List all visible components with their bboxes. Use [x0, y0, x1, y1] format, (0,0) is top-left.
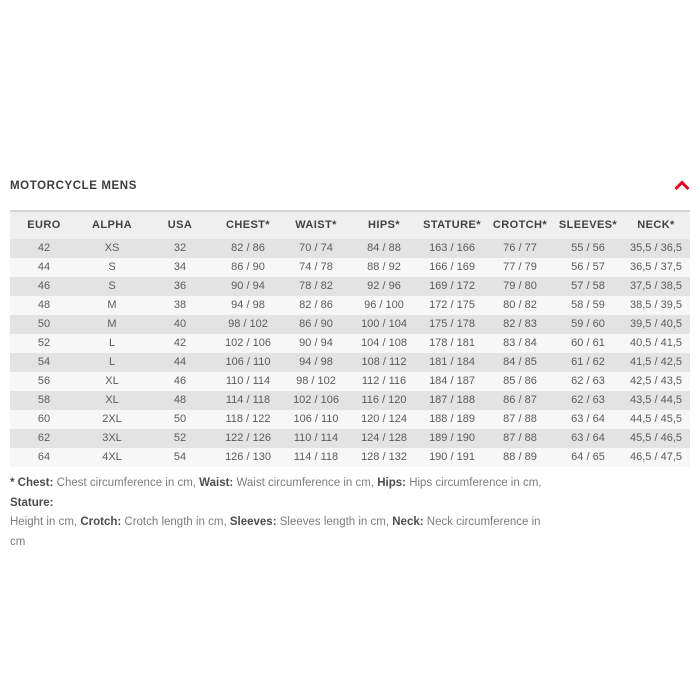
table-cell: 79 / 80	[503, 280, 537, 292]
table-cell: 110 / 114	[225, 375, 271, 387]
table-cell: XL	[105, 375, 119, 387]
table-cell: 58 / 59	[571, 299, 605, 311]
measurement-footnote	[10, 474, 550, 552]
table-cell: 55 / 56	[571, 242, 605, 254]
column-header: WAIST*	[295, 219, 337, 231]
table-cell: 98 / 102	[296, 375, 336, 387]
table-cell: 46,5 / 47,5	[630, 451, 682, 463]
table-cell: 56 / 57	[571, 261, 605, 273]
table-cell: 82 / 86	[299, 299, 333, 311]
chevron-up-icon	[674, 179, 690, 194]
table-row	[10, 296, 690, 315]
table-cell: 110 / 114	[293, 432, 339, 444]
table-cell: 116 / 120	[361, 394, 407, 406]
table-row	[10, 277, 690, 296]
table-cell: 94 / 98	[231, 299, 265, 311]
table-cell: 2XL	[102, 413, 122, 425]
table-cell: 35,5 / 36,5	[630, 242, 682, 254]
column-header: NECK*	[637, 219, 675, 231]
table-cell: XL	[105, 394, 119, 406]
table-cell: 4XL	[102, 451, 122, 463]
footnote-line: Height in cm, Crotch: Crotch length in cm, Sleeves: Sleeves length in cm, Neck: Neck circumference in cm	[10, 516, 541, 548]
table-cell: 122 / 126	[225, 432, 271, 444]
table-cell: 54	[37, 356, 51, 368]
table-cell: 114 / 118	[225, 394, 271, 406]
table-cell: M	[107, 299, 117, 311]
table-cell: 87 / 88	[503, 413, 537, 425]
table-row	[10, 372, 690, 391]
table-cell: 118 / 122	[225, 413, 271, 425]
table-cell: 189 / 190	[429, 432, 475, 444]
table-cell: 48	[37, 299, 51, 311]
table-cell: S	[108, 280, 116, 292]
table-row	[10, 334, 690, 353]
table-cell: 85 / 86	[503, 375, 537, 387]
table-cell: 166 / 169	[429, 261, 475, 273]
column-header: ALPHA	[92, 219, 132, 231]
table-cell: 36,5 / 37,5	[630, 261, 682, 273]
table-cell: 82 / 86	[231, 242, 265, 254]
table-cell: 82 / 83	[503, 318, 537, 330]
table-cell: 42,5 / 43,5	[630, 375, 682, 387]
table-cell: 98 / 102	[228, 318, 268, 330]
table-cell: 42	[173, 337, 187, 349]
table-cell: 32	[173, 242, 187, 254]
table-cell: 46	[173, 375, 187, 387]
column-header: EURO	[27, 219, 61, 231]
table-cell: 120 / 124	[361, 413, 407, 425]
table-cell: 178 / 181	[429, 337, 475, 349]
table-cell: 64	[37, 451, 51, 463]
table-row	[10, 258, 690, 277]
table-cell: M	[107, 318, 117, 330]
table-cell: 86 / 90	[231, 261, 265, 273]
table-cell: 126 / 130	[225, 451, 271, 463]
accordion-header-motorcycle-mens	[10, 177, 690, 195]
table-cell: 90 / 94	[231, 280, 265, 292]
table-cell: 106 / 110	[225, 356, 271, 368]
table-header-row	[10, 212, 690, 239]
column-header: CHEST*	[226, 219, 270, 231]
table-cell: 63 / 64	[571, 413, 605, 425]
table-cell: 169 / 172	[429, 280, 475, 292]
table-cell: 128 / 132	[361, 451, 407, 463]
table-cell: L	[108, 356, 116, 368]
table-cell: 77 / 79	[503, 261, 537, 273]
table-cell: 38	[173, 299, 187, 311]
table-cell: 63 / 64	[571, 432, 605, 444]
table-cell: 46	[37, 280, 51, 292]
table-cell: 100 / 104	[361, 318, 407, 330]
table-cell: 36	[173, 280, 187, 292]
table-cell: 86 / 87	[503, 394, 537, 406]
table-cell: 163 / 166	[429, 242, 475, 254]
table-cell: 3XL	[102, 432, 122, 444]
table-cell: 59 / 60	[571, 318, 605, 330]
table-row	[10, 315, 690, 334]
column-header: HIPS*	[368, 219, 400, 231]
table-body	[10, 239, 690, 467]
table-cell: 60 / 61	[571, 337, 605, 349]
column-header: CROTCH*	[492, 219, 548, 231]
table-cell: 44,5 / 45,5	[630, 413, 682, 425]
table-cell: 48	[173, 394, 187, 406]
table-cell: 87 / 88	[503, 432, 537, 444]
table-cell: 40,5 / 41,5	[630, 337, 682, 349]
table-cell: 88 / 92	[367, 261, 401, 273]
table-cell: 84 / 88	[367, 242, 401, 254]
table-cell: 112 / 116	[361, 375, 407, 387]
table-cell: 181 / 184	[429, 356, 475, 368]
table-cell: 44	[37, 261, 51, 273]
table-cell: 190 / 191	[429, 451, 475, 463]
table-cell: 104 / 108	[361, 337, 407, 349]
table-cell: 83 / 84	[503, 337, 537, 349]
table-cell: 62 / 63	[571, 375, 605, 387]
table-cell: 108 / 112	[361, 356, 407, 368]
table-cell: 34	[173, 261, 187, 273]
table-cell: 57 / 58	[571, 280, 605, 292]
section-title: MOTORCYCLE MENS	[10, 180, 137, 192]
table-cell: 54	[173, 451, 187, 463]
table-cell: 60	[37, 413, 51, 425]
table-cell: 172 / 175	[429, 299, 475, 311]
size-chart-table	[10, 210, 690, 467]
table-cell: 84 / 85	[503, 356, 537, 368]
column-header: USA	[167, 219, 193, 231]
table-cell: 188 / 189	[429, 413, 475, 425]
table-cell: 44	[173, 356, 187, 368]
table-cell: 41,5 / 42,5	[630, 356, 682, 368]
table-cell: 184 / 187	[429, 375, 475, 387]
table-cell: 43,5 / 44,5	[630, 394, 682, 406]
table-cell: 124 / 128	[361, 432, 407, 444]
table-cell: 40	[173, 318, 187, 330]
table-cell: 94 / 98	[299, 356, 333, 368]
table-cell: 62 / 63	[571, 394, 605, 406]
table-row	[10, 353, 690, 372]
table-cell: S	[108, 261, 116, 273]
table-row	[10, 410, 690, 429]
table-cell: 62	[37, 432, 51, 444]
table-cell: 61 / 62	[571, 356, 605, 368]
table-cell: 102 / 106	[225, 337, 271, 349]
table-cell: 56	[37, 375, 51, 387]
table-cell: 90 / 94	[299, 337, 333, 349]
table-cell: 78 / 82	[299, 280, 333, 292]
table-cell: 45,5 / 46,5	[630, 432, 682, 444]
table-cell: 187 / 188	[429, 394, 475, 406]
table-cell: 37,5 / 38,5	[630, 280, 682, 292]
table-cell: 76 / 77	[503, 242, 537, 254]
table-cell: 102 / 106	[293, 394, 339, 406]
table-row	[10, 391, 690, 410]
collapse-section-button[interactable]	[674, 179, 690, 194]
table-cell: 50	[173, 413, 187, 425]
table-cell: 39,5 / 40,5	[630, 318, 682, 330]
table-cell: 175 / 178	[429, 318, 475, 330]
table-cell: XS	[104, 242, 120, 254]
table-cell: 58	[37, 394, 51, 406]
table-cell: 96 / 100	[364, 299, 404, 311]
table-cell: L	[108, 337, 116, 349]
table-cell: 86 / 90	[299, 318, 333, 330]
table-row	[10, 429, 690, 448]
table-cell: 38,5 / 39,5	[630, 299, 682, 311]
table-cell: 50	[37, 318, 51, 330]
table-cell: 80 / 82	[503, 299, 537, 311]
table-cell: 92 / 96	[367, 280, 401, 292]
table-cell: 114 / 118	[293, 451, 339, 463]
table-cell: 42	[37, 242, 51, 254]
table-cell: 88 / 89	[503, 451, 537, 463]
column-header: STATURE*	[423, 219, 481, 231]
table-row	[10, 448, 690, 467]
table-cell: 64 / 65	[571, 451, 605, 463]
table-cell: 70 / 74	[299, 242, 333, 254]
table-cell: 74 / 78	[299, 261, 333, 273]
footnote-line: * Chest: Chest circumference in cm, Waist: Waist circumference in cm, Hips: Hips circumference in cm, Stature:	[10, 477, 542, 509]
column-header: SLEEVES*	[558, 219, 618, 231]
table-row	[10, 239, 690, 258]
table-cell: 52	[37, 337, 51, 349]
table-cell: 52	[173, 432, 187, 444]
table-cell: 106 / 110	[293, 413, 339, 425]
